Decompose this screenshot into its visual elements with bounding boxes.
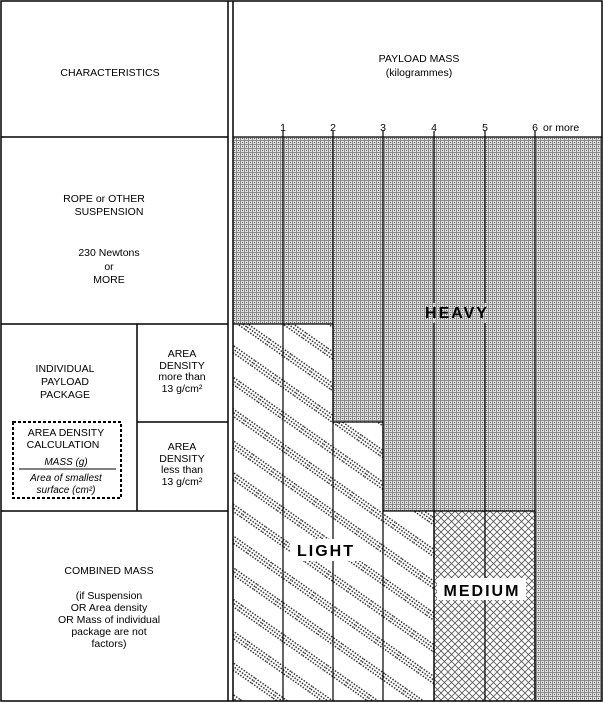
payload-mass-header: PAYLOAD MASS [378, 53, 460, 65]
density-less-line-4: 13 g/cm² [161, 476, 203, 488]
package-line-2: PAYLOAD [40, 376, 90, 388]
medium-label: MEDIUM [443, 583, 521, 600]
calc-line-1: AREA DENSITY [27, 427, 105, 439]
density-less-line-2: DENSITY [159, 453, 205, 465]
package-line-1: INDIVIDUAL [35, 363, 95, 375]
tick-label-3: 3 [380, 122, 386, 134]
combined-line-2: (if Suspension [75, 590, 143, 602]
calc-numerator: MASS (g) [44, 457, 88, 468]
density-less-line-1: AREA [167, 441, 197, 453]
density-more-line-2: DENSITY [159, 360, 205, 372]
light-label: LIGHT [297, 543, 355, 560]
combined-line-6: factors) [91, 638, 127, 650]
combined-line-1: COMBINED MASS [64, 565, 154, 577]
tick-label-1: 1 [280, 122, 286, 134]
tick-label-4: 4 [431, 122, 437, 134]
characteristics-header: CHARACTERISTICS [60, 67, 160, 79]
calc-line-2: CALCULATION [26, 439, 100, 451]
combined-line-4: OR Mass of individual [57, 614, 161, 626]
tick-suffix: or more [543, 122, 580, 134]
rope-line-1: ROPE or OTHER [63, 193, 145, 205]
rope-line-4: or [104, 261, 114, 273]
tick-label-2: 2 [330, 122, 336, 134]
tick-label-6: 6 [532, 122, 538, 134]
calc-denominator-1: Area of smallest [30, 473, 102, 484]
rope-line-5: MORE [93, 274, 125, 286]
payload-mass-unit: (kilogrammes) [385, 67, 453, 79]
combined-line-3: OR Area density [70, 602, 148, 614]
density-less-line-3: less than [160, 464, 204, 476]
heavy-label: HEAVY [425, 305, 489, 322]
density-more-line-1: AREA [167, 348, 197, 360]
density-more-line-4: 13 g/cm² [161, 383, 203, 395]
tick-label-5: 5 [482, 122, 488, 134]
rope-line-2: SUSPENSION [74, 206, 144, 218]
package-line-3: PACKAGE [40, 389, 90, 401]
combined-line-5: package are not [71, 626, 147, 638]
calc-denominator-2: surface (cm²) [36, 485, 96, 496]
density-more-line-3: more than [158, 371, 206, 383]
rope-line-3: 230 Newtons [78, 247, 140, 259]
